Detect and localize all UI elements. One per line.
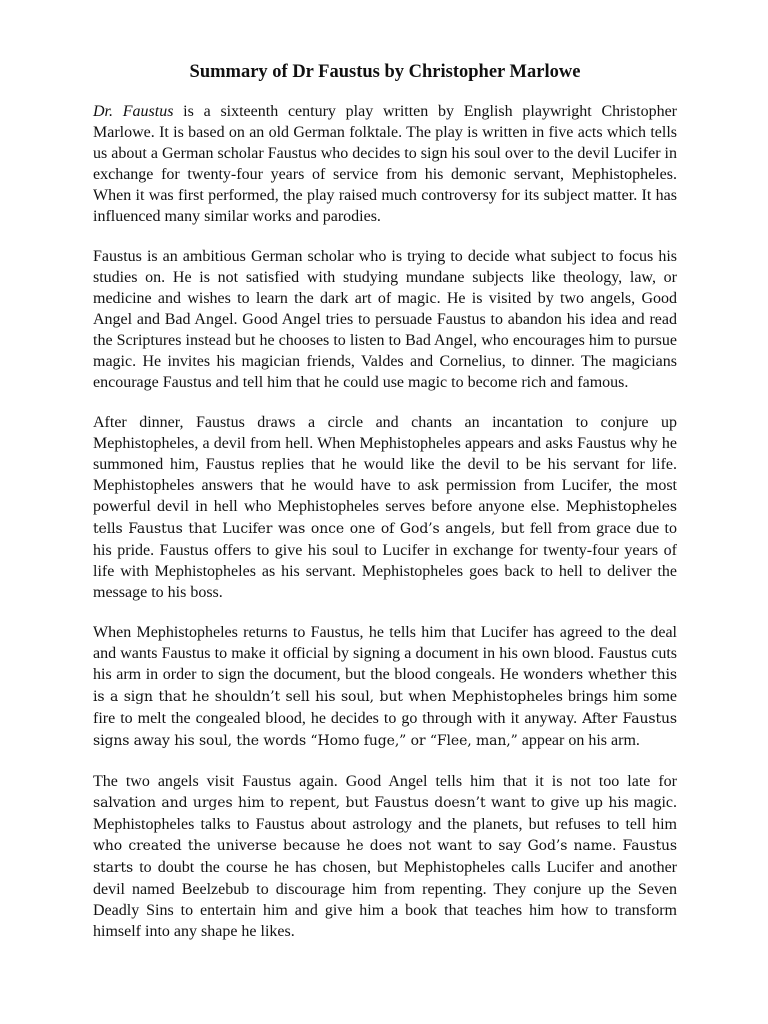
paragraph-5-text-d: who created the universe because he does not want to say God’s name. Faustus starts (93, 838, 677, 876)
paragraph-2-text: Faustus is an ambitious German scholar who is trying to decide what subject to focus his studies on. He is not satisfied with studying mundane subjects like theology, law, or medicine and wishes to learn the dark art of magic. He is visited by two angels, Good Angel and Bad Angel. Good Angel tries to persuade Faustus to abandon his idea and read the Scriptures instead but he chooses to listen to Bad Angel, who encourages him to pursue magic. He invites his magician friends, Valdes and Cornelius, to dinner. The magicians encourage Faustus and tell him that he could use magic to become rich and famous. (93, 248, 677, 391)
paragraph-5-text-a: The two angels visit Faustus again. Good Angel tells him that it is not too late for (93, 773, 677, 790)
paragraph-4-text-e: appear on his arm. (517, 732, 640, 749)
paragraph-5 (93, 771, 677, 942)
paragraph-5-text-c: magic. Mephistopheles talks to Faustus about astrology and the planets, but refuses to tell him (93, 794, 678, 833)
paragraph-4-text-c: brings him some fire to melt the congealed blood, he decides to go through with it anyway. (93, 688, 677, 727)
paragraph-2 (93, 246, 677, 393)
play-title-italic: Dr. Faustus (93, 103, 174, 120)
paragraph-3-text-a: After dinner, Faustus draws a circle and chants an incantation to conjure up Mephistopheles, a devil from hell. When Mephistopheles appears and asks Faustus why he summoned him, Faustus replies that he would like the devil to be his servant for life. Mephistopheles answers that he would have to ask permission from Lucifer, the most powerful devil in hell who Mephistopheles serves before anyone else. (93, 414, 677, 515)
paragraph-4-text-b: wonders whether this is a sign that he shouldn’t sell his soul, but when Mephistopheles (93, 667, 678, 705)
paragraph-3-text-c: grace due to his pride. Faustus offers to give his soul to Lucifer in exchange for twenty-four years of life with Mephistopheles as his servant. Mephistopheles goes back to hell to deliver the message to his boss. (93, 520, 677, 601)
paragraph-3 (93, 412, 677, 603)
paragraph-4-text-d: After Faustus signs away his soul, the words “Homo fuge,” or “Flee, man,” (93, 711, 677, 749)
paragraph-5-text-e: to doubt the course he has chosen, but Mephistopheles calls Lucifer and another devil named Beelzebub to discourage him from repenting. They conjure up the Seven Deadly Sins to entertain him and give him a book that teaches him how to transform himself into any shape he likes. (93, 859, 677, 940)
page-title: Summary of Dr Faustus by Christopher Marlowe (189, 62, 581, 82)
paragraph-4 (93, 622, 677, 752)
paragraph-1 (93, 101, 677, 227)
paragraph-5-text-b: salvation and urges him to repent, but Faustus doesn’t want to give up his (93, 795, 629, 811)
paragraph-4-text-a: When Mephistopheles returns to Faustus, he tells him that Lucifer has agreed to the deal and wants Faustus to make it official by signing a document in his own blood. Faustus cuts his arm in order to sign the document, but the blood congeals. He (93, 624, 677, 683)
document-body (93, 101, 677, 961)
paragraph-3-text-b: Mephistopheles tells Faustus that Lucifer was once one of God’s angels, but fell from (93, 499, 677, 537)
paragraph-1-text: is a sixteenth century play written by English playwright Christopher Marlowe. It is based on an old German folktale. The play is written in five acts which tells us about a German scholar Faustus who decides to sign his soul over to the devil Lucifer in exchange for twenty-four years of service from his demonic servant, Mephistopheles. When it was first performed, the play raised much controversy for its subject matter. It has influenced many similar works and parodies. (93, 103, 678, 225)
